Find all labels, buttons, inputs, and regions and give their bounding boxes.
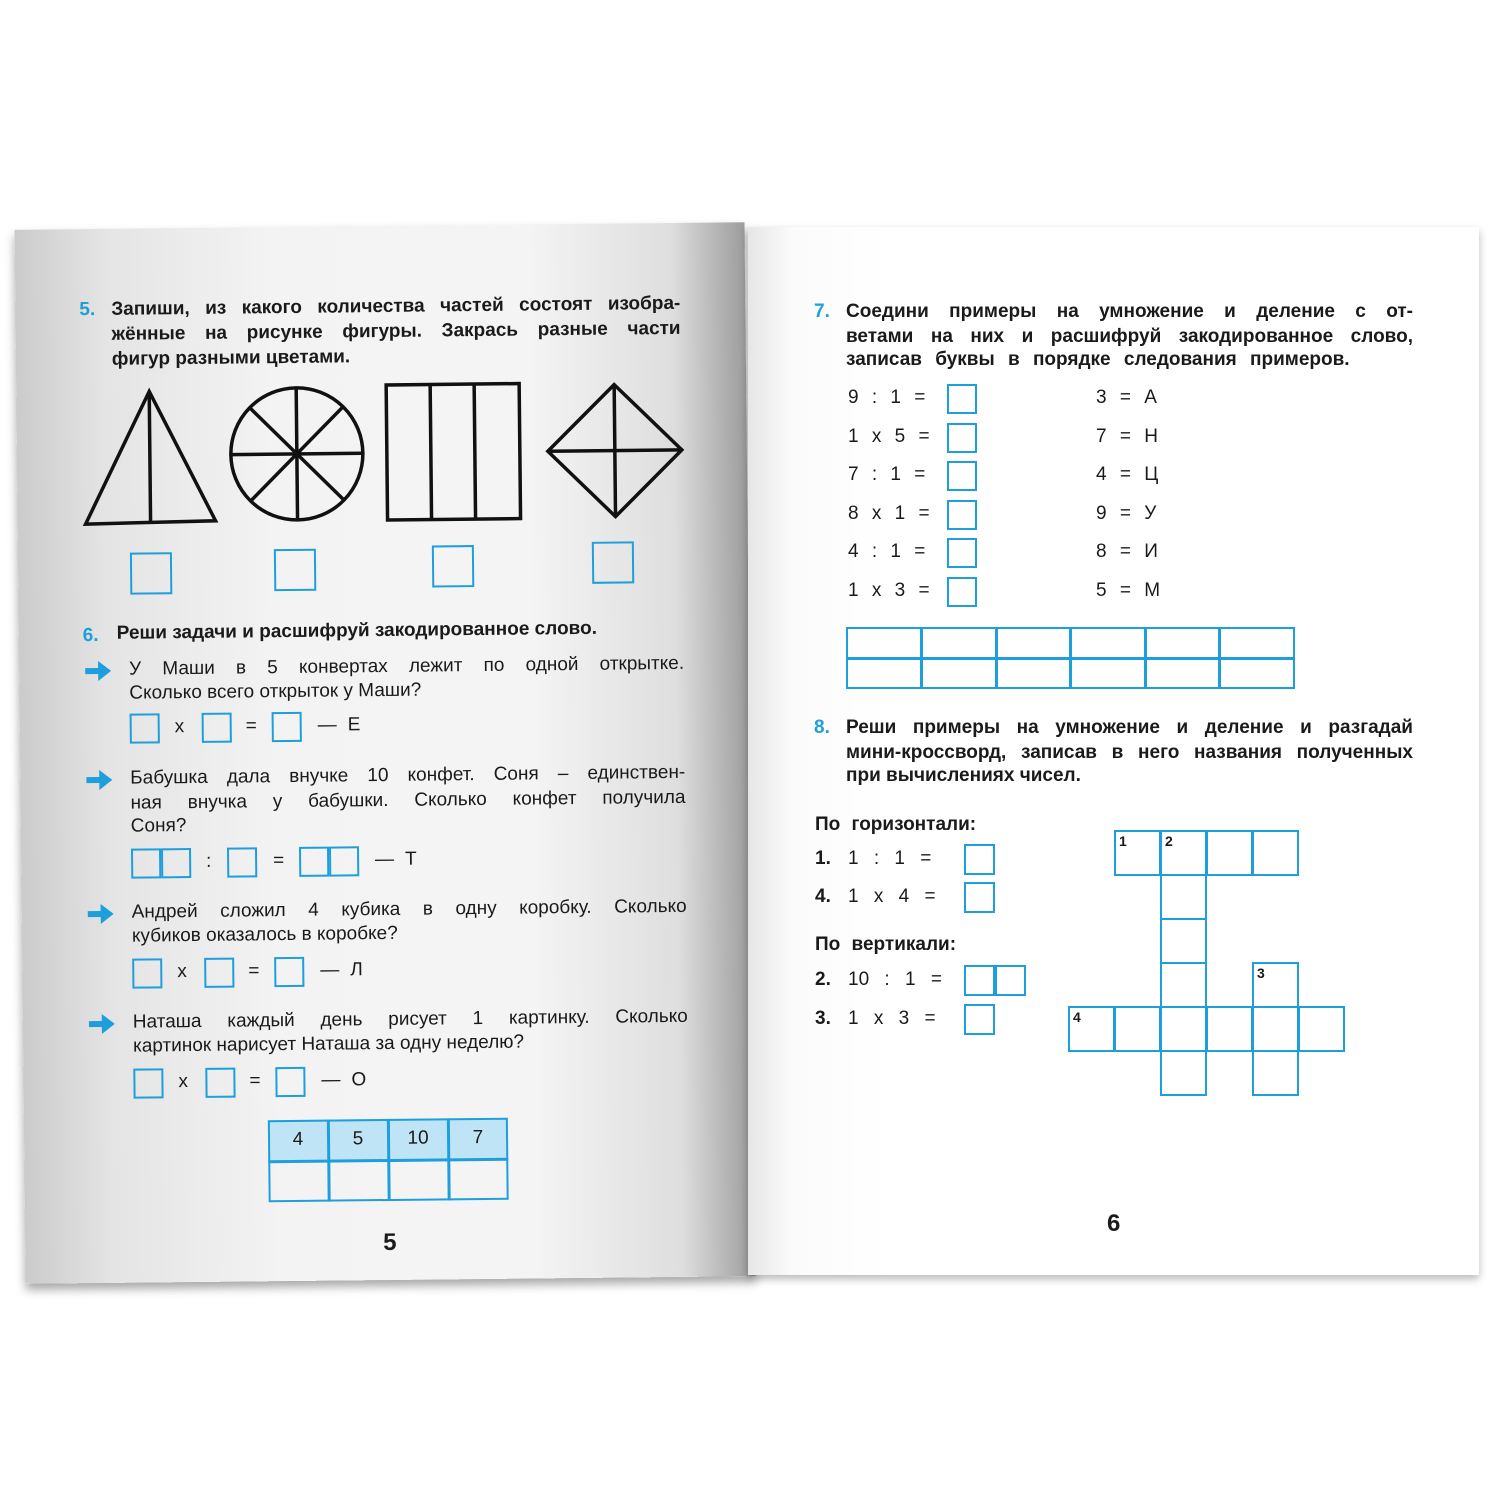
- problem2-op1: :: [206, 850, 212, 872]
- task7-number: 7.: [814, 301, 830, 322]
- problem2-dash: —: [375, 848, 395, 871]
- right-page: [748, 227, 1479, 1275]
- crossword-number-1: 1: [1119, 833, 1127, 849]
- page-number-left: 5: [382, 1228, 397, 1257]
- problem3-line-2: кубиков оказалось в коробке?: [131, 922, 398, 947]
- arrow-right-icon: [89, 1013, 115, 1035]
- problem1-line-2: Сколько всего открыток у Маши?: [129, 679, 422, 704]
- rhombus-answer-box[interactable]: [592, 541, 634, 583]
- vertical-2-number: 2.: [815, 969, 831, 990]
- example-5-box[interactable]: [947, 538, 977, 568]
- crossword-number-4: 4: [1073, 1009, 1081, 1025]
- crossword: [1068, 830, 1348, 1102]
- problem4-letter: О: [351, 1069, 367, 1091]
- horizontal-1-expr: 1 : 1 =: [848, 848, 932, 869]
- problem1-box-2[interactable]: [202, 713, 232, 743]
- code-1: 3 = А: [1096, 387, 1157, 408]
- problem2-op2: =: [273, 850, 285, 872]
- problem4-op1: х: [178, 1071, 189, 1093]
- crossword-cell[interactable]: [1206, 1006, 1253, 1052]
- vertical-2-box-b[interactable]: [995, 965, 1026, 996]
- vertical-3-number: 3.: [815, 1008, 831, 1029]
- task8-number: 8.: [814, 717, 830, 738]
- problem4-box-3[interactable]: [275, 1067, 305, 1097]
- problem3-op2: =: [248, 960, 260, 982]
- left-page: [15, 222, 756, 1284]
- example-6-box[interactable]: [947, 577, 977, 607]
- horizontal-4-number: 4.: [815, 886, 831, 907]
- crossword-cell[interactable]: [1160, 962, 1207, 1008]
- crossword-cell[interactable]: [1160, 1006, 1207, 1052]
- crossword-number-2: 2: [1165, 833, 1173, 849]
- crossword-cell[interactable]: [1252, 1006, 1299, 1052]
- answer-cell-3[interactable]: [391, 1162, 446, 1199]
- triangle-answer-box[interactable]: [130, 552, 172, 594]
- problem1-box-3[interactable]: [272, 712, 302, 742]
- task5-line-3: фигур разными цветами.: [111, 346, 351, 370]
- crossword-cell[interactable]: [1160, 830, 1207, 876]
- crossword-cell[interactable]: [1298, 1006, 1345, 1052]
- vertical-3-expr: 1 х 3 =: [848, 1008, 936, 1029]
- horizontal-4-box[interactable]: [964, 882, 995, 913]
- code-3: 4 = Ц: [1096, 464, 1159, 485]
- vertical-2-expr: 10 : 1 =: [848, 969, 942, 990]
- problem3-box-2[interactable]: [204, 958, 234, 988]
- crossword-cell[interactable]: [1114, 830, 1161, 876]
- answer-cell-4[interactable]: [451, 1162, 506, 1199]
- vertical-3-box[interactable]: [964, 1004, 995, 1035]
- arrow-right-icon: [88, 903, 114, 925]
- crossword-cell[interactable]: [1160, 1050, 1207, 1096]
- task7-line-3: записав буквы в порядке следования примеров.: [846, 349, 1350, 370]
- vertical-2-box-a[interactable]: [964, 965, 995, 996]
- problem2-line-3: Соня?: [130, 815, 187, 837]
- crossword-cell[interactable]: [1068, 1006, 1115, 1052]
- problem2-box-1a[interactable]: [131, 848, 161, 878]
- task5-line-1: Запиши, из какого количества частей состоят изобра-: [111, 292, 681, 320]
- example-2: 1 х 5 =: [848, 426, 930, 447]
- answer-header-3: 10: [407, 1127, 429, 1149]
- problem4-line-1: Наташа каждый день рисует 1 картинку. Сколько: [132, 1005, 688, 1033]
- horizontal-title: По горизонтали:: [815, 814, 977, 835]
- problem3-op1: х: [177, 961, 187, 983]
- word-grid[interactable]: [846, 627, 1295, 689]
- answer-cell-1[interactable]: [271, 1164, 326, 1201]
- arrow-right-icon: [85, 660, 111, 682]
- answer-header-2: 5: [352, 1128, 364, 1150]
- example-4-box[interactable]: [947, 500, 977, 530]
- problem1-line-1: У Маши в 5 конвертах лежит по одной открытке.: [128, 652, 685, 680]
- horizontal-4-expr: 1 х 4 =: [848, 886, 936, 907]
- problem1-op2: =: [245, 715, 257, 737]
- answer-cell-2[interactable]: [331, 1163, 386, 1200]
- problem3-line-1: Андрей сложил 4 кубика в одну коробку. Сколько: [131, 895, 687, 923]
- example-2-box[interactable]: [947, 423, 977, 453]
- horizontal-1-box[interactable]: [964, 844, 995, 875]
- triangle-figure: [84, 391, 215, 524]
- code-6: 5 = М: [1096, 580, 1161, 601]
- circle-answer-box[interactable]: [274, 549, 316, 591]
- page-number-right: 6: [1107, 1210, 1121, 1237]
- answer-header-1: 4: [292, 1128, 304, 1150]
- rhombus-figure: [547, 384, 682, 517]
- crossword-cell[interactable]: [1252, 962, 1299, 1008]
- circle-figure: [230, 387, 363, 520]
- task7-line-1: Соедини примеры на умножение и деление с от-: [846, 301, 1413, 322]
- figures-drawing: [76, 378, 688, 534]
- task7-line-2: ветами на них и расшифруй закодированное слово,: [846, 326, 1413, 347]
- code-2: 7 = Н: [1096, 426, 1158, 447]
- crossword-cell[interactable]: [1160, 874, 1207, 920]
- problem2-line-2: ная внучка у бабушки. Сколько конфет получила: [130, 786, 686, 814]
- problem2-box-3a[interactable]: [299, 847, 329, 877]
- problem1-box-1[interactable]: [130, 713, 160, 743]
- example-1-box[interactable]: [947, 384, 977, 414]
- problem4-line-2: картинок нарисует Наташа за одну неделю?: [132, 1031, 525, 1057]
- crossword-cell[interactable]: [1160, 918, 1207, 964]
- code-4: 9 = У: [1096, 503, 1157, 524]
- example-3: 7 : 1 =: [848, 464, 926, 485]
- rectangle-answer-box[interactable]: [432, 545, 474, 587]
- problem2-box-1b[interactable]: [161, 848, 191, 878]
- problem3-box-3[interactable]: [274, 957, 304, 987]
- problem3-dash: —: [320, 959, 340, 981]
- problem4-op2: =: [249, 1070, 261, 1092]
- crossword-cell[interactable]: [1252, 1050, 1299, 1096]
- problem2-box-2[interactable]: [227, 847, 257, 877]
- problem3-box-1[interactable]: [132, 958, 162, 988]
- crossword-cell[interactable]: [1206, 830, 1253, 876]
- problem3-letter: Л: [350, 959, 363, 981]
- example-1: 9 : 1 =: [848, 387, 926, 408]
- problem4-box-2[interactable]: [205, 1068, 235, 1098]
- problem4-box-1[interactable]: [133, 1068, 163, 1098]
- problem2-line-1: Бабушка дала внучке 10 конфет. Соня – единствен-: [130, 761, 686, 789]
- answer-header-4: 7: [472, 1126, 484, 1149]
- horizontal-1-number: 1.: [815, 848, 831, 869]
- rectangle-figure: [386, 384, 520, 520]
- crossword-cell[interactable]: [1114, 1006, 1161, 1052]
- arrow-right-icon: [86, 769, 112, 791]
- task5-number: 5.: [79, 299, 96, 321]
- problem1-op1: х: [174, 716, 185, 738]
- task6-number: 6.: [82, 624, 99, 647]
- example-3-box[interactable]: [947, 461, 977, 491]
- example-5: 4 : 1 =: [848, 541, 926, 562]
- answer-table: [268, 1118, 509, 1203]
- problem1-dash: —: [317, 714, 337, 736]
- example-6: 1 х 3 =: [848, 580, 930, 601]
- task8-line-1: Реши примеры на умножение и деление и разгадай: [846, 717, 1413, 738]
- task6-title: Реши задачи и расшифруй закодированное слово.: [116, 617, 598, 644]
- problem4-dash: —: [321, 1069, 341, 1091]
- task8-line-3: при вычислениях чисел.: [846, 765, 1081, 786]
- example-4: 8 х 1 =: [848, 503, 930, 524]
- vertical-title: По вертикали:: [815, 934, 957, 955]
- task8-line-2: мини-кроссворд, записав в него названия полученных: [846, 742, 1413, 763]
- problem2-box-3b[interactable]: [329, 846, 359, 876]
- problem1-letter: Е: [347, 714, 361, 736]
- task5-line-2: жённые на рисунке фигуры. Закрась разные части: [111, 317, 681, 345]
- code-5: 8 = И: [1096, 541, 1158, 562]
- crossword-number-3: 3: [1257, 965, 1265, 981]
- problem2-letter: Т: [405, 848, 417, 870]
- crossword-cell[interactable]: [1252, 830, 1299, 876]
